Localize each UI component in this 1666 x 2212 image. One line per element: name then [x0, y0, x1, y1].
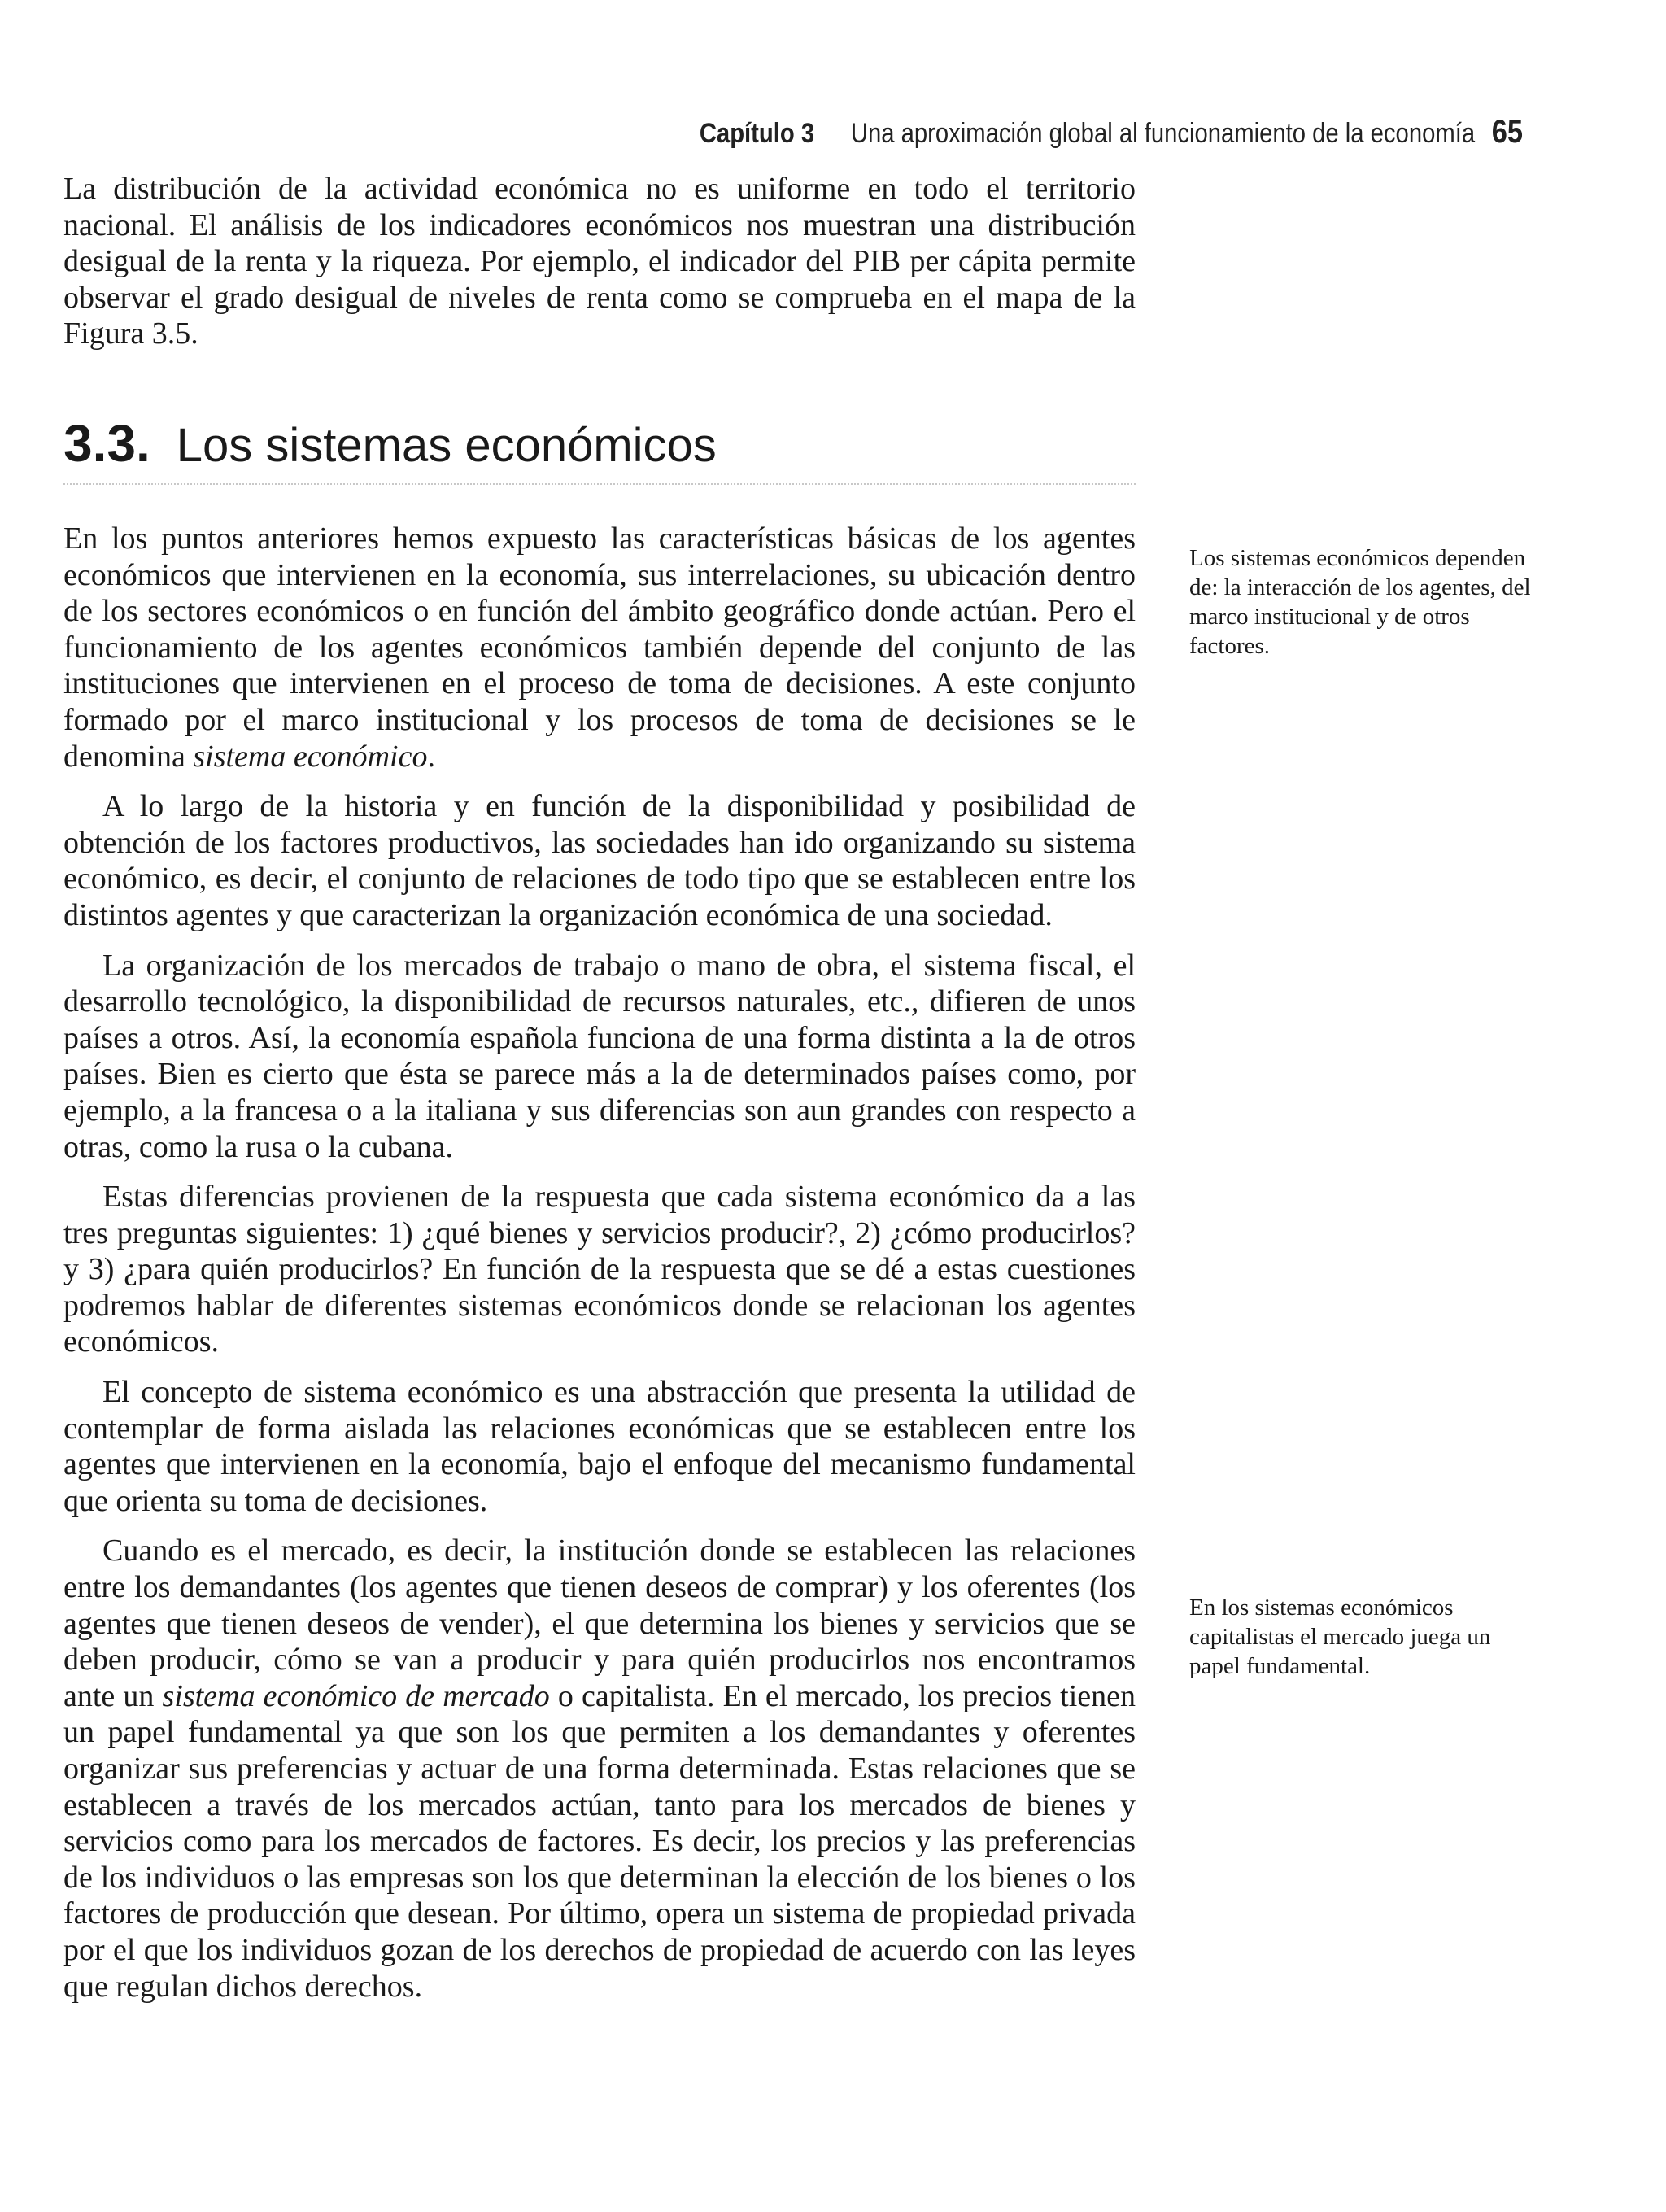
paragraph-6-term: sistema económico de mercado	[162, 1678, 550, 1713]
paragraph-6-text: Cuando es el mercado, es decir, la institución donde se establecen las relaciones entre los demandantes (los agentes que tienen deseos de comprar) y los oferentes (los agentes que tienen deseos de vender), el que determina los bienes y servicios que se deben producir, cómo se van a producir y para quién producirlos nos encontramos ante un	[63, 1534, 1136, 1713]
paragraph-1-term: sistema económico	[193, 739, 428, 774]
chapter-label: Capítulo 3	[699, 118, 815, 149]
intro-paragraph: La distribución de la actividad económica no es uniforme en todo el territorio nacional. El análisis de los indicadores económicos nos muestran una distribución desigual de la renta y la riqueza. Por ejemplo, el indicador del PIB per cápita permite observar el grado desigual de niveles de renta como se comprueba en el mapa de la Figura 3.5.	[63, 172, 1136, 351]
paragraph-1-text: En los puntos anteriores hemos expuesto las características básicas de los agentes económicos que intervienen en la economía, sus interrelaciones, su ubicación dentro de los sectores económicos o en función del ámbito geográfico donde actúan. Pero el funcionamiento de los agentes económicos también depende del conjunto de las instituciones que intervienen en el proceso de toma de decisiones. A este conjunto formado por el marco institucional y los procesos de toma de decisiones se le denomina	[63, 521, 1136, 774]
intro-text	[63, 171, 1136, 352]
page-number: 65	[1491, 114, 1523, 150]
paragraph-1	[63, 521, 1136, 774]
section-divider	[63, 483, 1136, 485]
paragraph-5: El concepto de sistema económico es una abstracción que presenta la utilidad de contemplar de forma aislada las relaciones económicas que se establecen entre los agentes que intervienen en la economía, bajo el enfoque del mecanismo fundamental que orienta su toma de decisiones.	[63, 1375, 1136, 1518]
paragraph-4: Estas diferencias provienen de la respuesta que cada sistema económico da a las tres preguntas siguientes: 1) ¿qué bienes y servicios producir?, 2) ¿cómo producirlos? y 3) ¿para quién producirlos? En función de la respuesta que se dé a estas cuestiones podremos hablar de diferentes sistemas económicos donde se relacionan los agentes económicos.	[63, 1180, 1136, 1359]
section-number: 3.3.	[63, 414, 150, 473]
margin-note	[1189, 1593, 1531, 1681]
margin-note-text: En los sistemas económicos capitalistas el mercado juega un papel fundamental.	[1189, 1595, 1491, 1679]
section-title: Los sistemas económicos	[176, 419, 717, 472]
margin-note-text: Los sistemas económicos dependen de: la interacción de los agentes, del marco institucional y de otros factores.	[1189, 545, 1531, 659]
paragraph-1-end: .	[427, 739, 435, 774]
paragraph-2: A lo largo de la historia y en función de la disponibilidad y posibilidad de obtención de los factores productivos, las sociedades han ido organizando su sistema económico, es decir, el conjunto de relaciones de todo tipo que se establecen entre los distintos agentes y que caracterizan la organización económica de una sociedad.	[63, 789, 1136, 932]
margin-note	[1189, 543, 1531, 661]
section-body	[63, 521, 1136, 2018]
paragraph-6	[63, 1533, 1136, 2005]
chapter-title: Una aproximación global al funcionamiento de la economía	[850, 118, 1476, 149]
running-header	[269, 114, 1523, 151]
section-heading	[63, 413, 717, 473]
paragraph-3: La organización de los mercados de trabajo o mano de obra, el sistema fiscal, el desarrollo tecnológico, la disponibilidad de recursos naturales, etc., difieren de unos países a otros. Así, la economía española funciona de una forma distinta a la de otros países. Bien es cierto que ésta se parece más a la de determinados países como, por ejemplo, a la francesa o a la italiana y sus diferencias son aun grandes con respecto a otras, como la rusa o la cubana.	[63, 948, 1136, 1164]
paragraph-6-end: o capitalista. En el mercado, los precios tienen un papel fundamental ya que son los que permiten a los demandantes y oferentes organizar sus preferencias y actuar de una forma determinada. Estas relaciones que se establecen a través de los mercados actúan, tanto para los mercados de bienes y servicios como para los mercados de factores. Es decir, los precios y las preferencias de los individuos o las empresas son los que determinan la elección de los bienes o los factores de producción que desean. Por último, opera un sistema de propiedad privada por el que los individuos gozan de los derechos de propiedad de acuerdo con las leyes que regulan dichos derechos.	[63, 1678, 1136, 2004]
